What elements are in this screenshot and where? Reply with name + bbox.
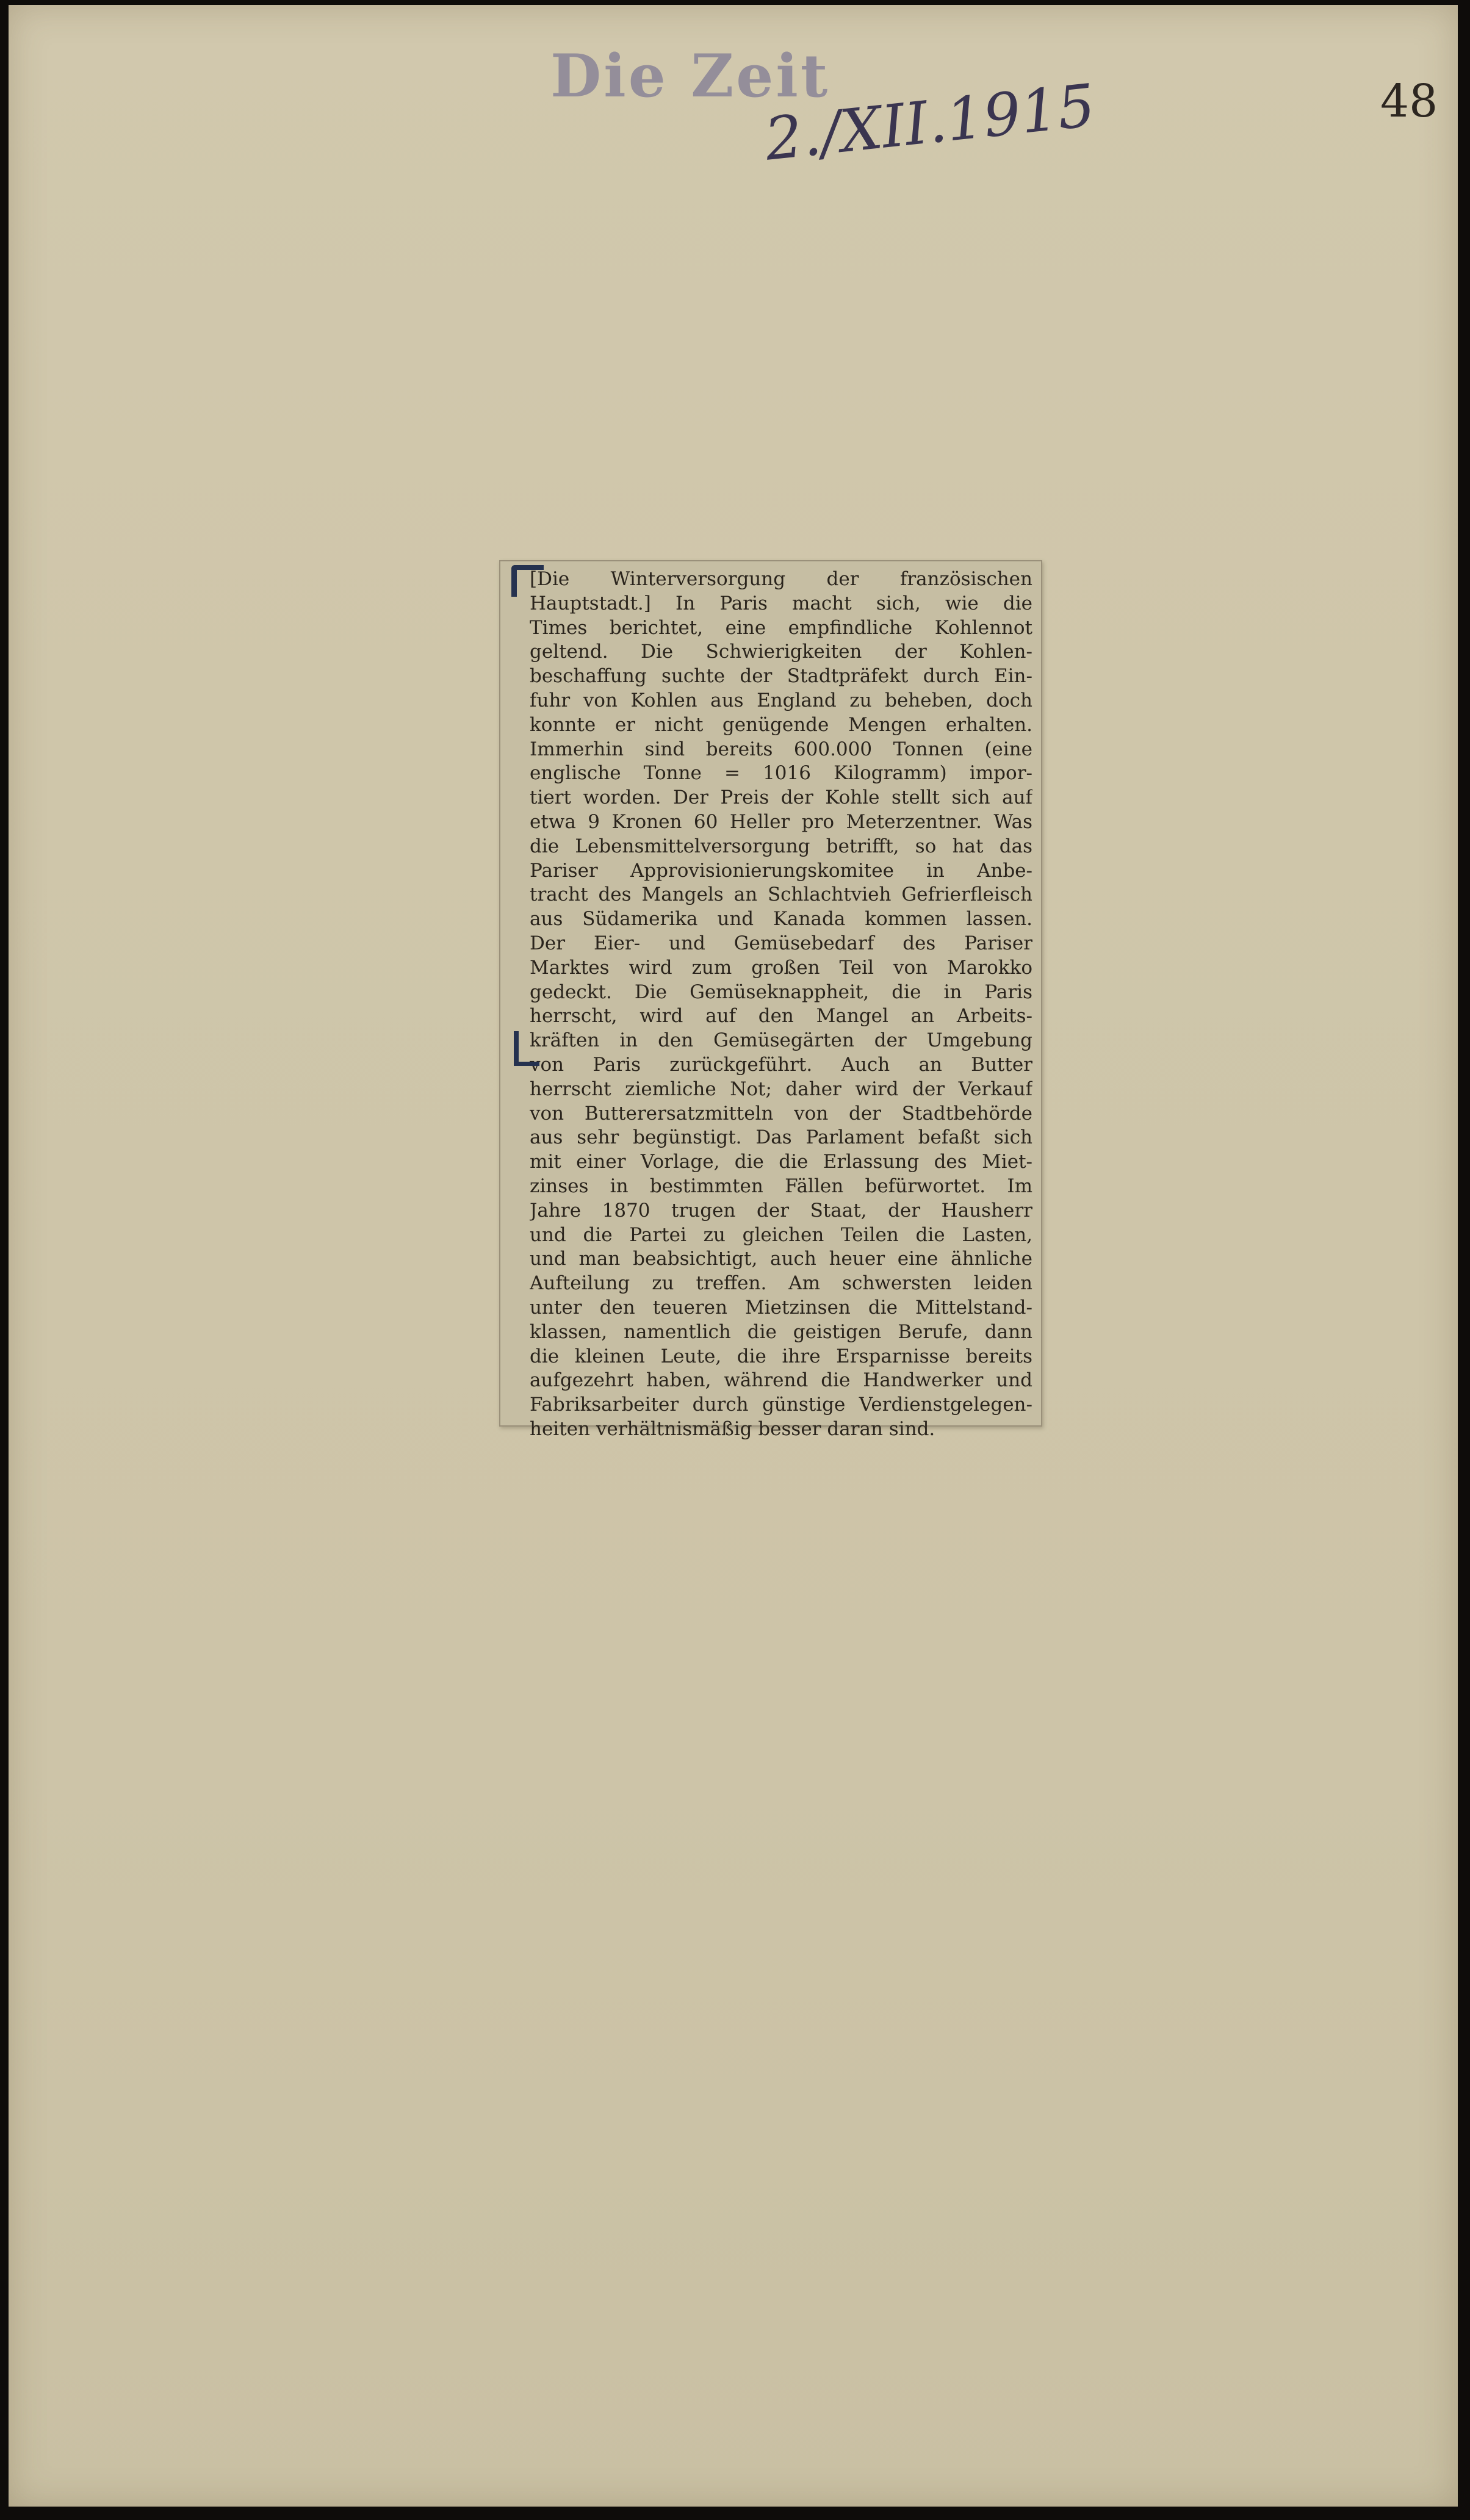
- article-line: von Paris zurückgeführt. Auch an Butter: [530, 1053, 1032, 1076]
- article-line: englische Tonne = 1016 Kilogramm) impor-: [530, 762, 1032, 785]
- article-line: herrscht, wird auf den Mangel an Arbeits-: [530, 1005, 1032, 1028]
- article-line: Der Eier- und Gemüsebedarf des Pariser: [530, 932, 1032, 954]
- article-line: gedeckt. Die Gemüseknappheit, die in Paris: [530, 981, 1032, 1003]
- article-line: Fabriksarbeiter durch günstige Verdienstgelegen-: [530, 1394, 1032, 1416]
- article-line: etwa 9 Kronen 60 Heller pro Meterzentner. Was: [530, 810, 1032, 833]
- article-line: zinses in bestimmten Fällen befürwortet. Im: [530, 1175, 1032, 1197]
- page-number: 48: [1380, 75, 1438, 128]
- pencil-mark: [511, 565, 544, 597]
- article-line: [Die Winterversorgung der französischen: [530, 568, 1032, 590]
- article-line: unter den teueren Mietzinsen die Mittelstand-: [530, 1296, 1032, 1319]
- handwritten-date: 2./XII.1915: [762, 71, 1098, 174]
- article-text: [530, 567, 1032, 1442]
- newspaper-clipping: [499, 560, 1042, 1440]
- article-line: kräften in den Gemüsegärten der Umgebung: [530, 1029, 1032, 1052]
- article-line: von Butterersatzmitteln von der Stadtbehörde: [530, 1102, 1032, 1125]
- article-line: Pariser Approvisionierungskomitee in Anbe-: [530, 859, 1032, 882]
- pencil-mark-lower: [514, 1031, 539, 1066]
- article-line: Jahre 1870 trugen der Staat, der Hausherr: [530, 1199, 1032, 1222]
- article-line: aus Südamerika und Kanada kommen lassen.: [530, 908, 1032, 931]
- article-line: aufgezehrt haben, während die Handwerker und: [530, 1369, 1032, 1392]
- archive-sheet: [9, 5, 1458, 2507]
- article-line: Aufteilung zu treffen. Am schwersten leiden: [530, 1272, 1032, 1295]
- article-line: Hauptstadt.] In Paris macht sich, wie die: [530, 592, 1032, 614]
- article-line: klassen, namentlich die geistigen Berufe, dann: [530, 1320, 1032, 1343]
- article-line: und man beabsichtigt, auch heuer eine ähnliche: [530, 1248, 1032, 1270]
- article-line: Times berichtet, eine empfindliche Kohlennot: [530, 616, 1032, 639]
- article-line: konnte er nicht genügende Mengen erhalten.: [530, 713, 1032, 736]
- article-line: die kleinen Leute, die ihre Ersparnisse bereits: [530, 1345, 1032, 1367]
- article-line: tracht des Mangels an Schlachtvieh Gefrierfleisch: [530, 884, 1032, 906]
- article-line: geltend. Die Schwierigkeiten der Kohlen-: [530, 641, 1032, 663]
- article-line: die Lebensmittelversorgung betrifft, so hat das: [530, 835, 1032, 857]
- newspaper-stamp: Die Zeit: [550, 41, 830, 110]
- article-line: fuhr von Kohlen aus England zu beheben, doch: [530, 689, 1032, 711]
- article-line: mit einer Vorlage, die die Erlassung des Miet-: [530, 1151, 1032, 1173]
- article-line: aus sehr begünstigt. Das Parlament befaßt sich: [530, 1126, 1032, 1149]
- article-line: herrscht ziemliche Not; daher wird der Verkauf: [530, 1078, 1032, 1100]
- article-line: heiten verhältnismäßig besser daran sind.: [530, 1417, 935, 1440]
- article-line: Marktes wird zum großen Teil von Marokko: [530, 956, 1032, 979]
- article-line: beschaffung suchte der Stadtpräfekt durch Ein-: [530, 665, 1032, 688]
- article-line: tiert worden. Der Preis der Kohle stellt sich auf: [530, 787, 1032, 809]
- article-line: Immerhin sind bereits 600.000 Tonnen (eine: [530, 738, 1032, 760]
- article-line: und die Partei zu gleichen Teilen die Lasten,: [530, 1223, 1032, 1246]
